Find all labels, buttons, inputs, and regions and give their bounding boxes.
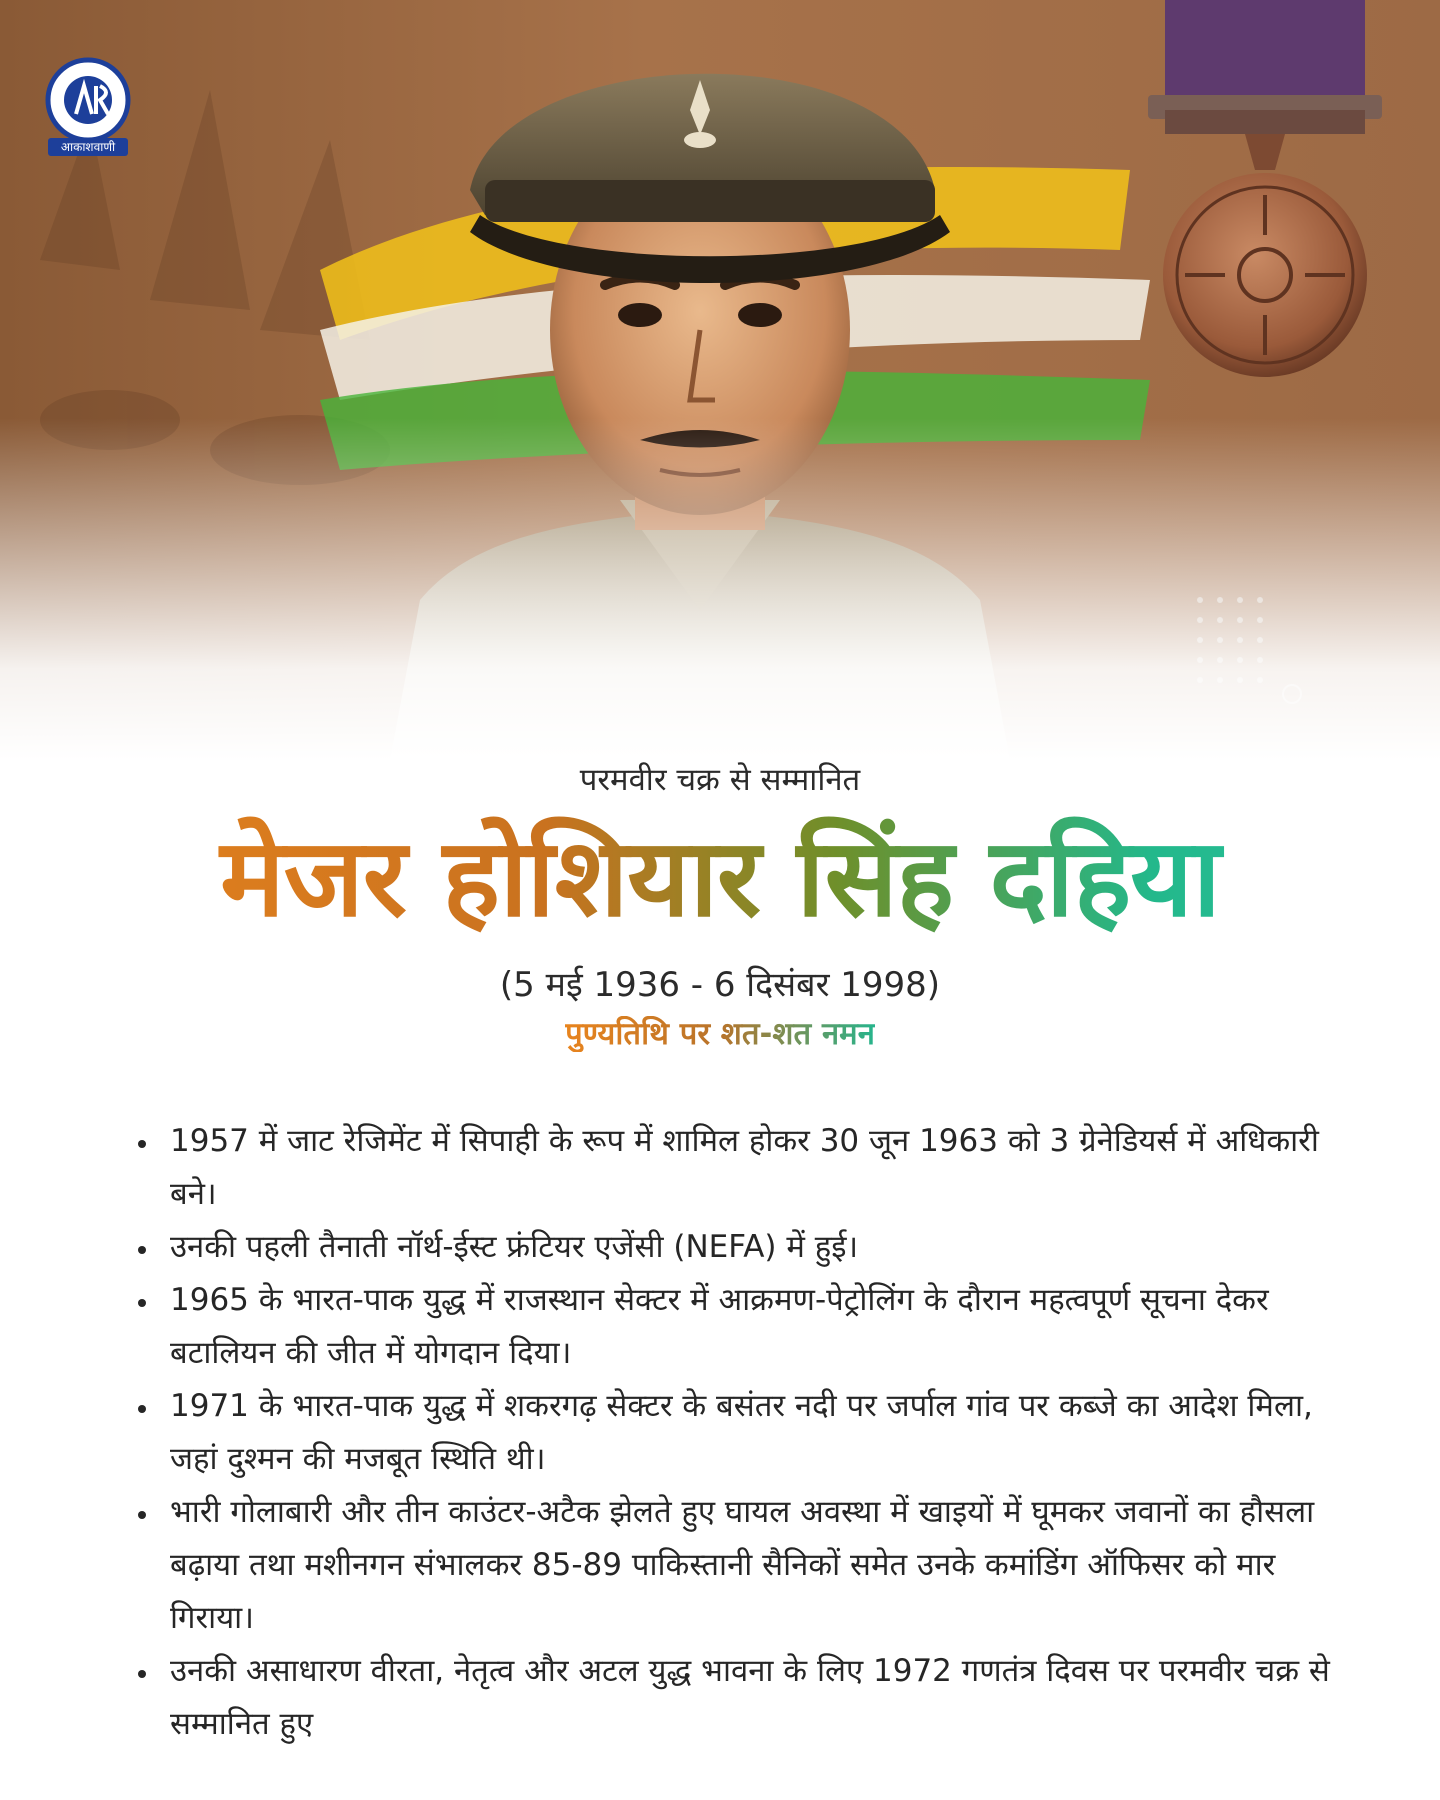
award-subtitle: परमवीर चक्र से सम्मानित [579,762,861,798]
fact-item: उनकी पहली तैनाती नॉर्थ-ईस्ट फ्रंटियर एजेंसी (NEFA) में हुई। [136,1221,1336,1274]
tribute-line [0,1012,1440,1054]
fact-item: उनकी असाधारण वीरता, नेतृत्व और अटल युद्ध भावना के लिए 1972 गणतंत्र दिवस पर परमवीर चक्र से सम्मानित हुए [136,1645,1336,1751]
fact-item: भारी गोलाबारी और तीन काउंटर-अटैक झेलते हुए घायल अवस्था में खाइयों में घूमकर जवानों का हौसला बढ़ाया तथा मशीनगन संभालकर 85-89 पाकिस्तानी सैनिकों समेत उनके कमांडिंग ऑफिसर को मार गिराया। [136,1486,1336,1645]
facts-list [136,1115,1336,1751]
page-title: मेजर होशियार सिंह दहिया [0,814,1440,944]
fact-item: 1965 के भारत-पाक युद्ध में राजस्थान सेक्टर में आक्रमण-पेट्रोलिंग के दौरान महत्वपूर्ण सूचना देकर बटालियन की जीत में योगदान दिया। [136,1274,1336,1380]
air-logo [38,56,138,156]
hero-banner [0,0,1440,760]
life-dates: (5 मई 1936 - 6 दिसंबर 1998) [499,965,941,1005]
logo-caption: आकाशवाणी [48,138,128,156]
tribute-text: पुण्यतिथि पर शत-शत नमन [565,1016,875,1052]
hero-illustration [0,0,1440,760]
fact-item: 1971 के भारत-पाक युद्ध में शकरगढ़ सेक्टर के बसंतर नदी पर जर्पाल गांव पर कब्जे का आदेश मिला, जहां दुश्मन की मजबूत स्थिति थी। [136,1380,1336,1486]
fact-item: 1957 में जाट रेजिमेंट में सिपाही के रूप में शामिल होकर 30 जून 1963 को 3 ग्रेनेडियर्स में अधिकारी बने। [136,1115,1336,1221]
